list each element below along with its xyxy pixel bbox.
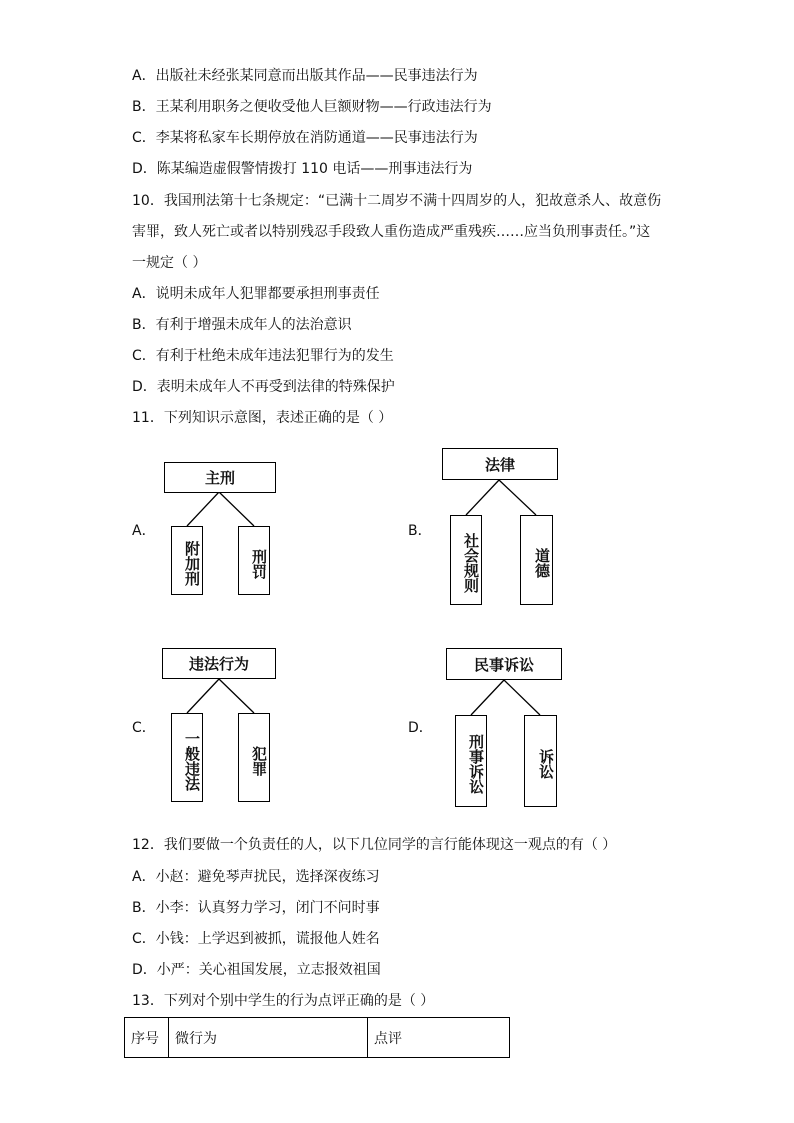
q10-stem-line-2: 害罪，致人死亡或者以特别残忍手段致人重伤造成严重残疾……应当负刑事责任。”这 — [132, 224, 651, 240]
option-label: C． — [132, 720, 156, 736]
diagram-right-box: 道德 — [520, 515, 553, 605]
q12-option-d: D．小严：关心祖国发展，立志报效祖国 — [132, 962, 381, 978]
diagram-left-box: 社会规则 — [450, 515, 482, 605]
diagram-left-box: 刑事诉讼 — [455, 715, 487, 807]
q10-option-a: A．说明未成年人犯罪都要承担刑事责任 — [132, 286, 380, 302]
diagram-right-box: 刑罚 — [238, 526, 270, 595]
q10-stem-line-3: 一规定（ ） — [132, 255, 207, 271]
header-comment: 点评 — [368, 1018, 510, 1058]
q13-stem: 13．下列对个别中学生的行为点评正确的是（ ） — [132, 993, 435, 1009]
q12-stem: 12．我们要做一个负责任的人，以下几位同学的言行能体现这一观点的有（ ） — [132, 837, 617, 853]
q10-option-d: D．表明未成年人不再受到法律的特殊保护 — [132, 379, 395, 395]
q12-option-c: C．小钱：上学迟到被抓，谎报他人姓名 — [132, 931, 380, 947]
q11-stem: 11．下列知识示意图，表述正确的是（ ） — [132, 410, 393, 426]
diagram-right-box: 诉讼 — [524, 715, 557, 807]
option-label: B． — [408, 523, 432, 539]
header-behavior: 微行为 — [169, 1018, 368, 1058]
q12-option-b: B．小李：认真努力学习，闭门不问时事 — [132, 900, 380, 916]
diagram-left-box: 一般违法 — [171, 713, 203, 802]
diagram-top-box: 违法行为 — [162, 648, 276, 679]
diagram-top-box: 法律 — [442, 448, 558, 480]
option-label: A． — [132, 523, 156, 539]
diagram-top-box: 主刑 — [164, 462, 276, 493]
q10-option-b: B．有利于增强未成年人的法治意识 — [132, 317, 352, 333]
header-index: 序号 — [125, 1018, 169, 1058]
q9-option-b: B．王某利用职务之便收受他人巨额财物——行政违法行为 — [132, 99, 492, 115]
q10-option-c: C．有利于杜绝未成年违法犯罪行为的发生 — [132, 348, 394, 364]
q12-option-a: A．小赵：避免琴声扰民，选择深夜练习 — [132, 869, 380, 885]
q9-option-a: A．出版社未经张某同意而出版其作品——民事违法行为 — [132, 68, 478, 84]
option-label: D． — [408, 720, 433, 736]
diagram-left-box: 附加刑 — [171, 526, 203, 595]
diagram-top-box: 民事诉讼 — [446, 648, 562, 680]
q9-option-c: C．李某将私家车长期停放在消防通道——民事违法行为 — [132, 130, 478, 146]
q10-stem-line-1: 10．我国刑法第十七条规定：“已满十二周岁不满十四周岁的人，犯故意杀人、故意伤 — [132, 193, 662, 209]
q9-option-d: D．陈某编造虚假警情拨打 110 电话——刑事违法行为 — [132, 161, 473, 177]
q13-table — [124, 1017, 510, 1058]
diagram-right-box: 犯罪 — [238, 713, 270, 802]
table-header-row — [125, 1018, 510, 1058]
